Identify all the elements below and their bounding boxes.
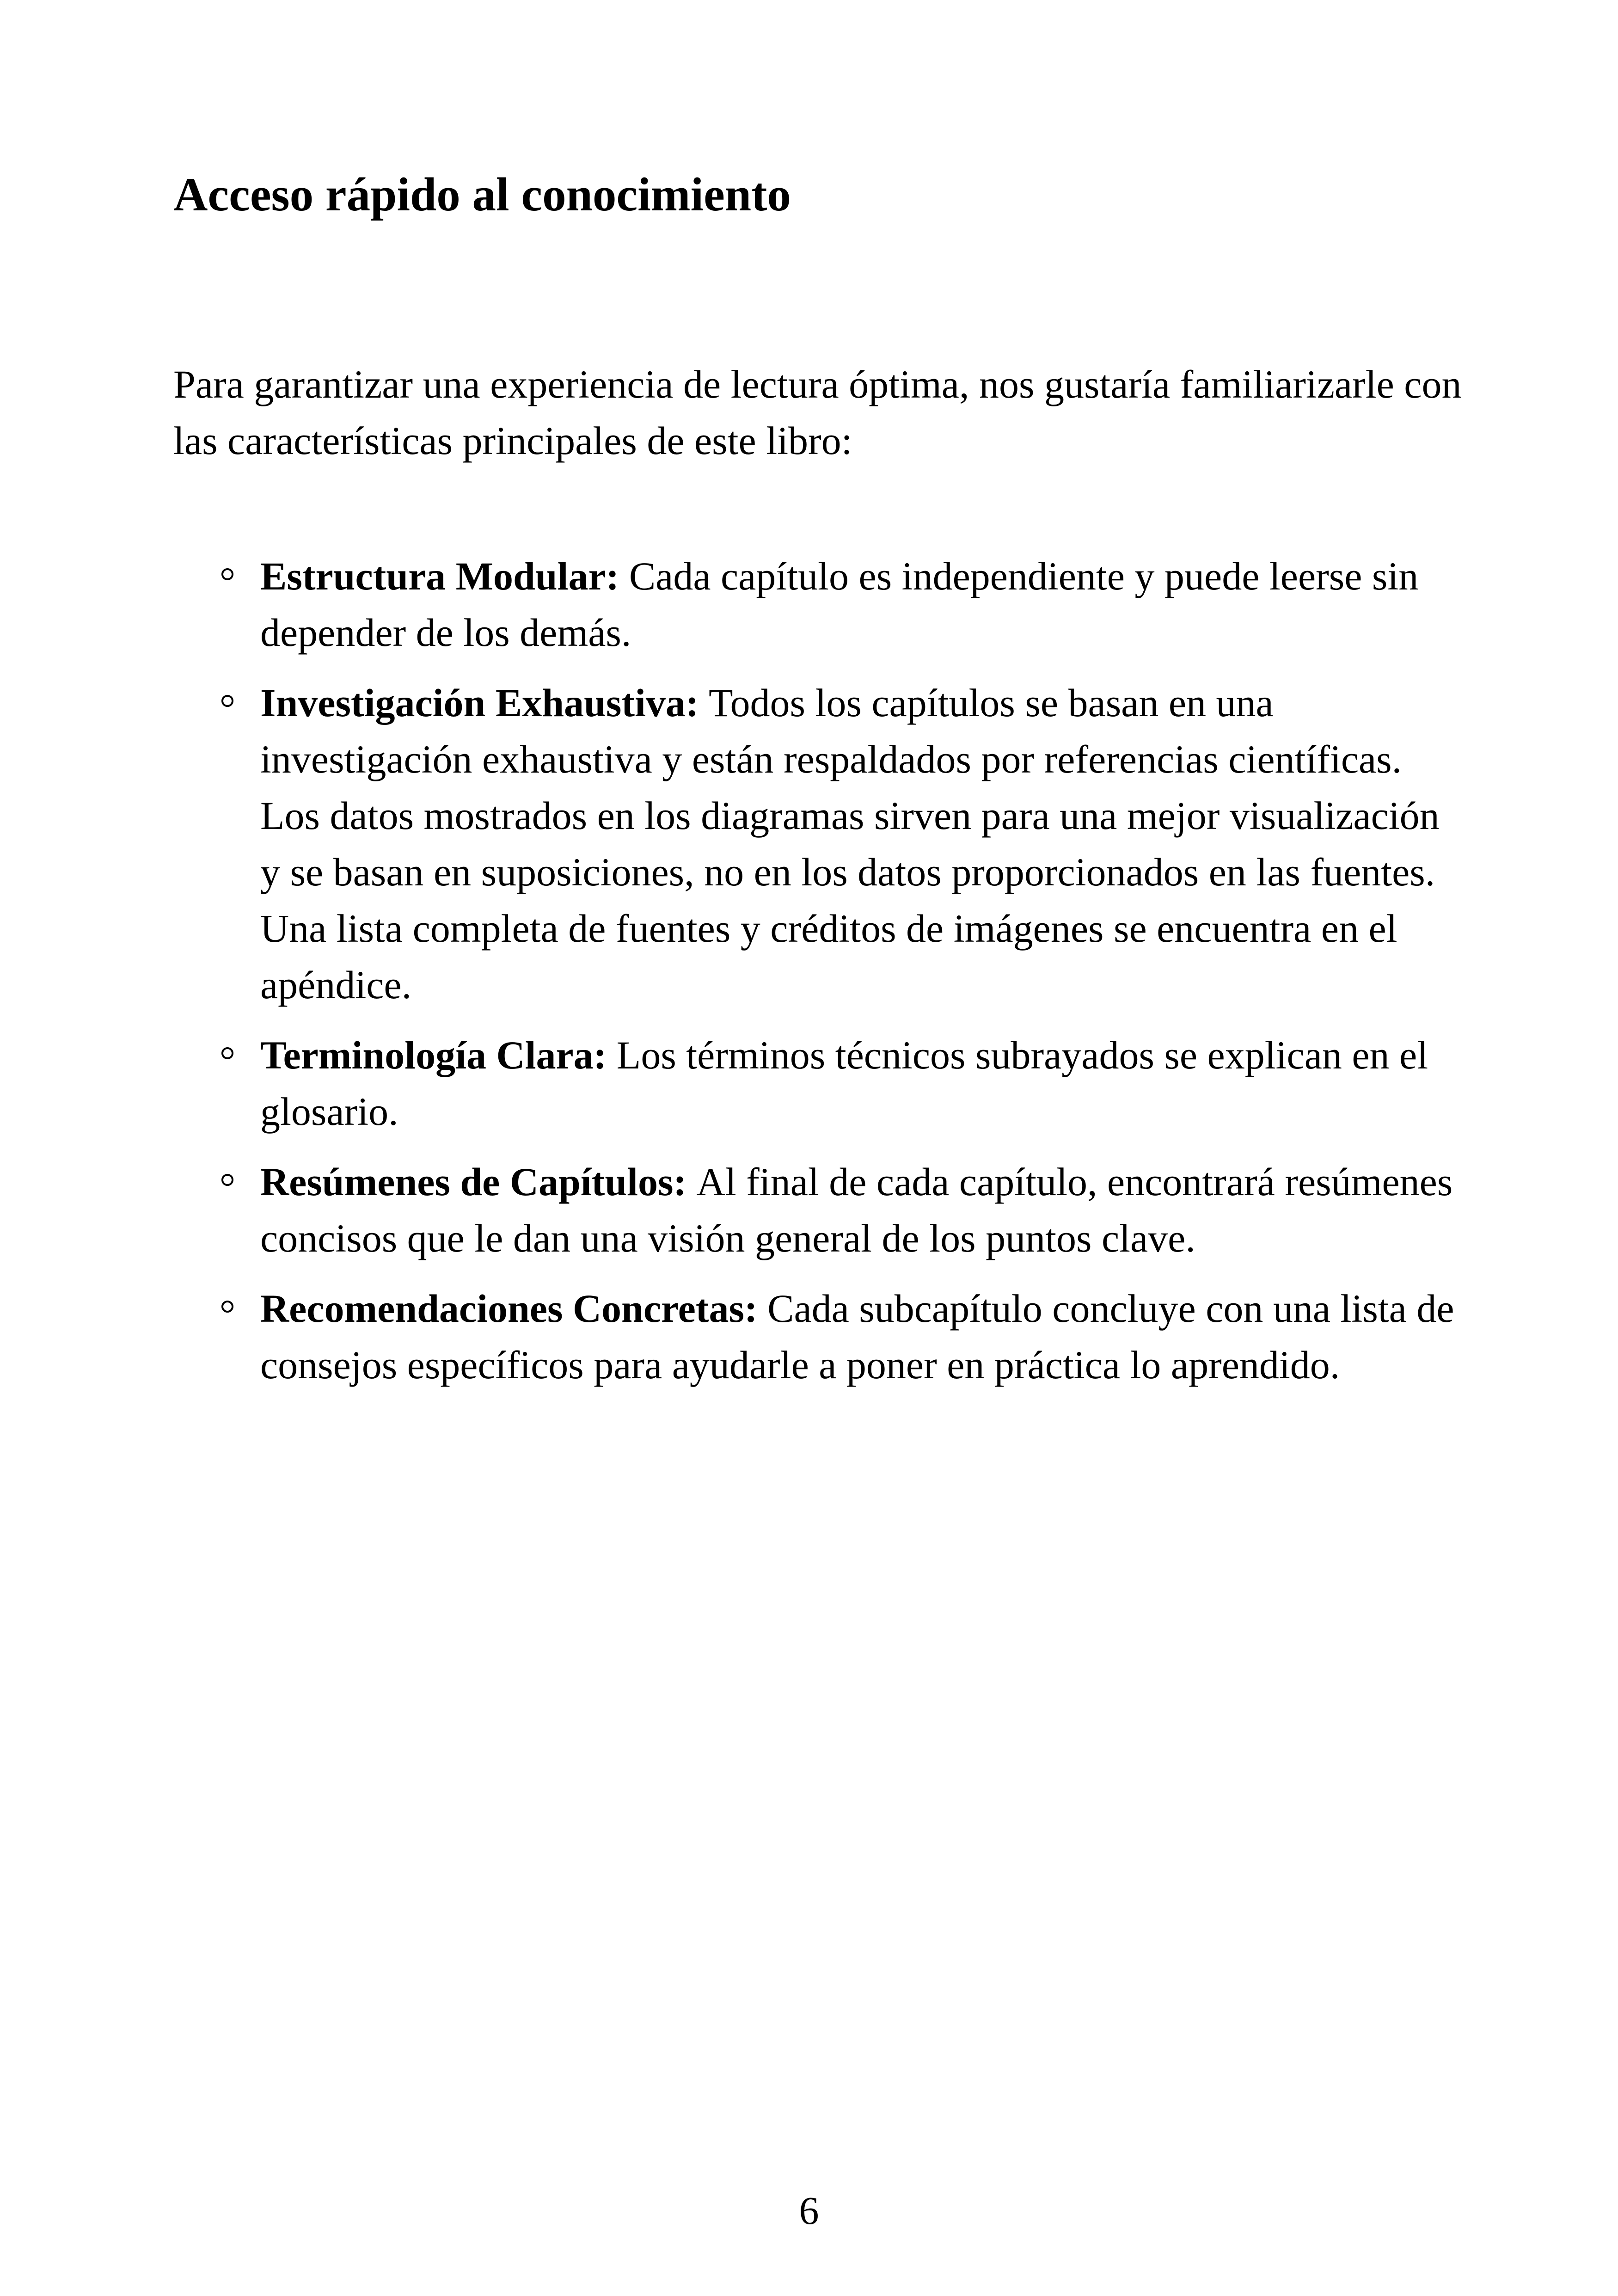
page-title: Acceso rápido al conocimiento xyxy=(173,168,791,221)
feature-item-clear-terminology xyxy=(173,1027,1468,1140)
feature-text: Los términos técnicos subrayados se explican en el glosario. xyxy=(260,1033,1428,1134)
feature-item-modular-structure xyxy=(173,548,1468,661)
intro-paragraph: Para garantizar una experiencia de lectura óptima, nos gustaría familiarizarle con las características principales de este libro: xyxy=(173,362,1462,463)
hollow-circle-bullet-icon xyxy=(221,1301,233,1313)
feature-item-exhaustive-research xyxy=(173,675,1468,1013)
page-number: 6 xyxy=(799,2188,819,2233)
hollow-circle-bullet-icon xyxy=(221,1047,233,1059)
feature-title: Investigación Exhaustiva: xyxy=(260,681,709,725)
hollow-circle-bullet-icon xyxy=(221,695,233,707)
hollow-circle-bullet-icon xyxy=(221,1174,233,1186)
feature-text: Al final de cada capítulo, encontrará resúmenes concisos que le dan una visión general de los puntos clave. xyxy=(260,1160,1453,1260)
feature-title: Resúmenes de Capítulos: xyxy=(260,1160,697,1204)
feature-item-chapter-summaries xyxy=(173,1154,1468,1266)
feature-text: Cada subcapítulo concluye con una lista de consejos específicos para ayudarle a poner en práctica lo aprendido. xyxy=(260,1286,1454,1387)
feature-list xyxy=(173,548,1468,1407)
feature-title: Estructura Modular: xyxy=(260,554,629,598)
feature-title: Recomendaciones Concretas: xyxy=(260,1286,768,1331)
feature-item-concrete-recommendations xyxy=(173,1280,1468,1393)
hollow-circle-bullet-icon xyxy=(221,568,233,580)
feature-text: Cada capítulo es independiente y puede leerse sin depender de los demás. xyxy=(260,554,1419,655)
feature-title: Terminología Clara: xyxy=(260,1033,617,1077)
feature-text: Todos los capítulos se basan en una investigación exhaustiva y están respaldados por referencias científicas. Los datos mostrados en los diagramas sirven para una mejor visualización y se basan en suposiciones, no en los datos proporcionados en las fuentes. Una lista completa de fuentes y créditos de imágenes se encuentra en el apéndice. xyxy=(260,681,1440,1007)
